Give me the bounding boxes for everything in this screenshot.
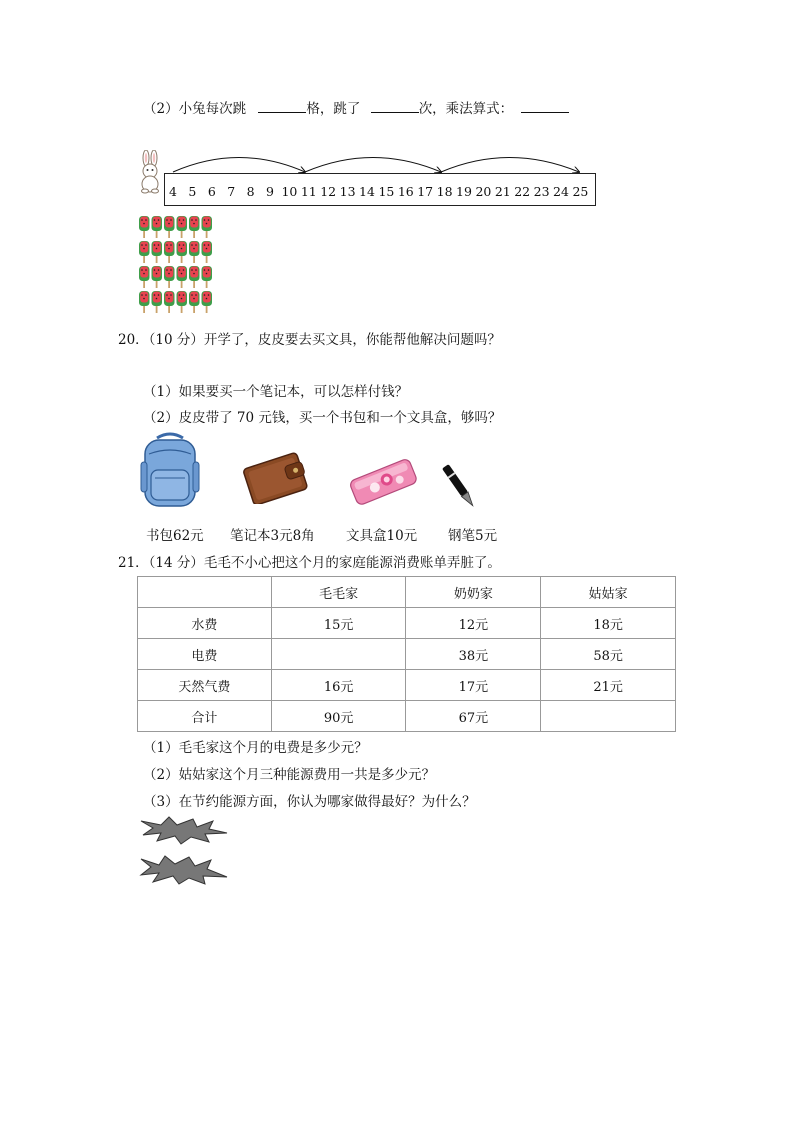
number-line-tick-label: 20 xyxy=(475,184,492,199)
watermelon-popsicle-icon xyxy=(189,266,200,288)
table-cell: 16元 xyxy=(271,670,406,701)
ink-splat-icon xyxy=(139,815,229,845)
number-line-tick-label: 5 xyxy=(188,184,197,199)
table-cell: 58元 xyxy=(541,639,676,670)
watermelon-popsicle-icon xyxy=(177,241,188,263)
watermelon-popsicle-icon xyxy=(139,216,150,238)
watermelon-popsicle-icon xyxy=(139,241,150,263)
watermelon-popsicle-icon xyxy=(177,216,188,238)
number-line-tick-label: 4 xyxy=(169,184,177,199)
item-caption-pen: 钢笔5元 xyxy=(448,528,498,544)
table-cell: 合计 xyxy=(138,701,272,732)
number-line-tick-label: 19 xyxy=(456,184,472,199)
table-row xyxy=(138,701,676,732)
table-cell: 90元 xyxy=(271,701,406,732)
table-header-cell: 毛毛家 xyxy=(271,577,406,608)
watermelon-popsicle-icon xyxy=(164,291,175,313)
number-line-tick-label: 10 xyxy=(281,184,298,199)
number-line-tick-label: 15 xyxy=(378,184,395,199)
number-line-tick-label: 24 xyxy=(553,184,569,199)
number-line-tick-label: 7 xyxy=(227,184,236,199)
number-line-tick-label: 9 xyxy=(266,184,274,199)
item-caption-backpack: 书包62元 xyxy=(146,528,204,544)
notebook-icon xyxy=(239,452,311,504)
watermelon-popsicle-icon xyxy=(152,241,163,263)
rabbit-icon xyxy=(137,150,163,194)
answer-blank-formula[interactable] xyxy=(521,100,569,113)
watermelon-popsicle-icon xyxy=(164,266,175,288)
q19-2-mid2: 次，乘法算式： xyxy=(418,101,514,117)
watermelon-popsicle-icon xyxy=(189,291,200,313)
q21-sub1: （1）毛毛家这个月的电费是多少元？ xyxy=(143,740,368,756)
watermelon-popsicle-icon xyxy=(202,216,213,238)
q21-sub3: （3）在节约能源方面，你认为哪家做得最好？为什么？ xyxy=(143,794,476,810)
table-cell: 21元 xyxy=(541,670,676,701)
watermelon-popsicle-icon xyxy=(189,241,200,263)
q20-sub2: （2）皮皮带了 70 元钱，买一个书包和一个文具盒，够吗？ xyxy=(143,410,502,426)
watermelon-popsicle-icon xyxy=(139,291,150,313)
watermelon-popsicle-grid xyxy=(137,215,217,315)
number-line-tick-label: 14 xyxy=(359,184,375,199)
q20-header: 20．（10 分）开学了，皮皮要去买文具，你能帮他解决问题吗？ xyxy=(118,332,501,348)
table-header-row xyxy=(138,577,676,608)
watermelon-popsicle-icon xyxy=(202,266,213,288)
table-cell xyxy=(271,639,406,670)
table-header-cell: 姑姑家 xyxy=(541,577,676,608)
pencil-box-icon xyxy=(347,457,419,505)
energy-bill-table xyxy=(137,576,676,732)
table-cell: 12元 xyxy=(406,608,541,639)
table-cell: 18元 xyxy=(541,608,676,639)
answer-blank-times[interactable] xyxy=(371,100,419,113)
table-row xyxy=(138,608,676,639)
table-cell: 天然气费 xyxy=(138,670,272,701)
table-cell: 电费 xyxy=(138,639,272,670)
q19-2-mid1: 格，跳了 xyxy=(306,101,361,117)
backpack-icon xyxy=(139,432,201,510)
table-cell: 17元 xyxy=(406,670,541,701)
q19-2-line xyxy=(143,97,569,117)
number-line-tick-label: 16 xyxy=(397,184,414,199)
watermelon-popsicle-icon xyxy=(202,241,213,263)
number-line-tick-label: 13 xyxy=(339,184,356,199)
table-cell: 15元 xyxy=(271,608,406,639)
number-line-tick-label: 23 xyxy=(533,184,550,199)
watermelon-popsicle-icon xyxy=(164,241,175,263)
item-caption-pencil-box: 文具盒10元 xyxy=(346,528,418,544)
watermelon-popsicle-icon xyxy=(164,216,175,238)
table-cell xyxy=(541,701,676,732)
number-line-tick-label: 22 xyxy=(514,184,531,199)
number-line-tick-label: 12 xyxy=(320,184,337,199)
number-line-tick-label: 8 xyxy=(246,184,255,199)
q21-header: 21．（14 分）毛毛不小心把这个月的家庭能源消费账单弄脏了。 xyxy=(118,555,501,571)
watermelon-popsicle-icon xyxy=(177,266,188,288)
q19-2-prefix: （2）小兔每次跳 xyxy=(143,101,247,117)
number-line-tick-label: 21 xyxy=(494,184,511,199)
number-line-tick-label: 25 xyxy=(572,184,589,199)
q21-sub2: （2）姑姑家这个月三种能源费用一共是多少元？ xyxy=(143,767,436,783)
jump-arcs xyxy=(164,148,596,176)
watermelon-popsicle-icon xyxy=(152,216,163,238)
number-line-tick-label: 17 xyxy=(417,184,434,199)
item-caption-notebook: 笔记本3元8角 xyxy=(230,528,315,544)
table-header-cell xyxy=(138,577,272,608)
table-cell: 38元 xyxy=(406,639,541,670)
watermelon-popsicle-icon xyxy=(177,291,188,313)
table-row xyxy=(138,670,676,701)
number-line-tick-label: 11 xyxy=(300,184,317,199)
watermelon-popsicle-icon xyxy=(139,266,150,288)
table-cell: 水费 xyxy=(138,608,272,639)
number-line-tick-label: 6 xyxy=(207,184,216,199)
table-row xyxy=(138,639,676,670)
table-header-cell: 奶奶家 xyxy=(406,577,541,608)
watermelon-popsicle-icon xyxy=(189,216,200,238)
ink-splat-icon xyxy=(139,855,229,885)
watermelon-popsicle-icon xyxy=(152,266,163,288)
answer-blank-step[interactable] xyxy=(258,100,306,113)
watermelon-popsicle-icon xyxy=(152,291,163,313)
watermelon-popsicle-icon xyxy=(202,291,213,313)
number-line-tick-label: 18 xyxy=(436,184,453,199)
table-cell: 67元 xyxy=(406,701,541,732)
q20-sub1: （1）如果要买一个笔记本，可以怎样付钱？ xyxy=(143,384,409,400)
pen-icon xyxy=(442,460,476,512)
